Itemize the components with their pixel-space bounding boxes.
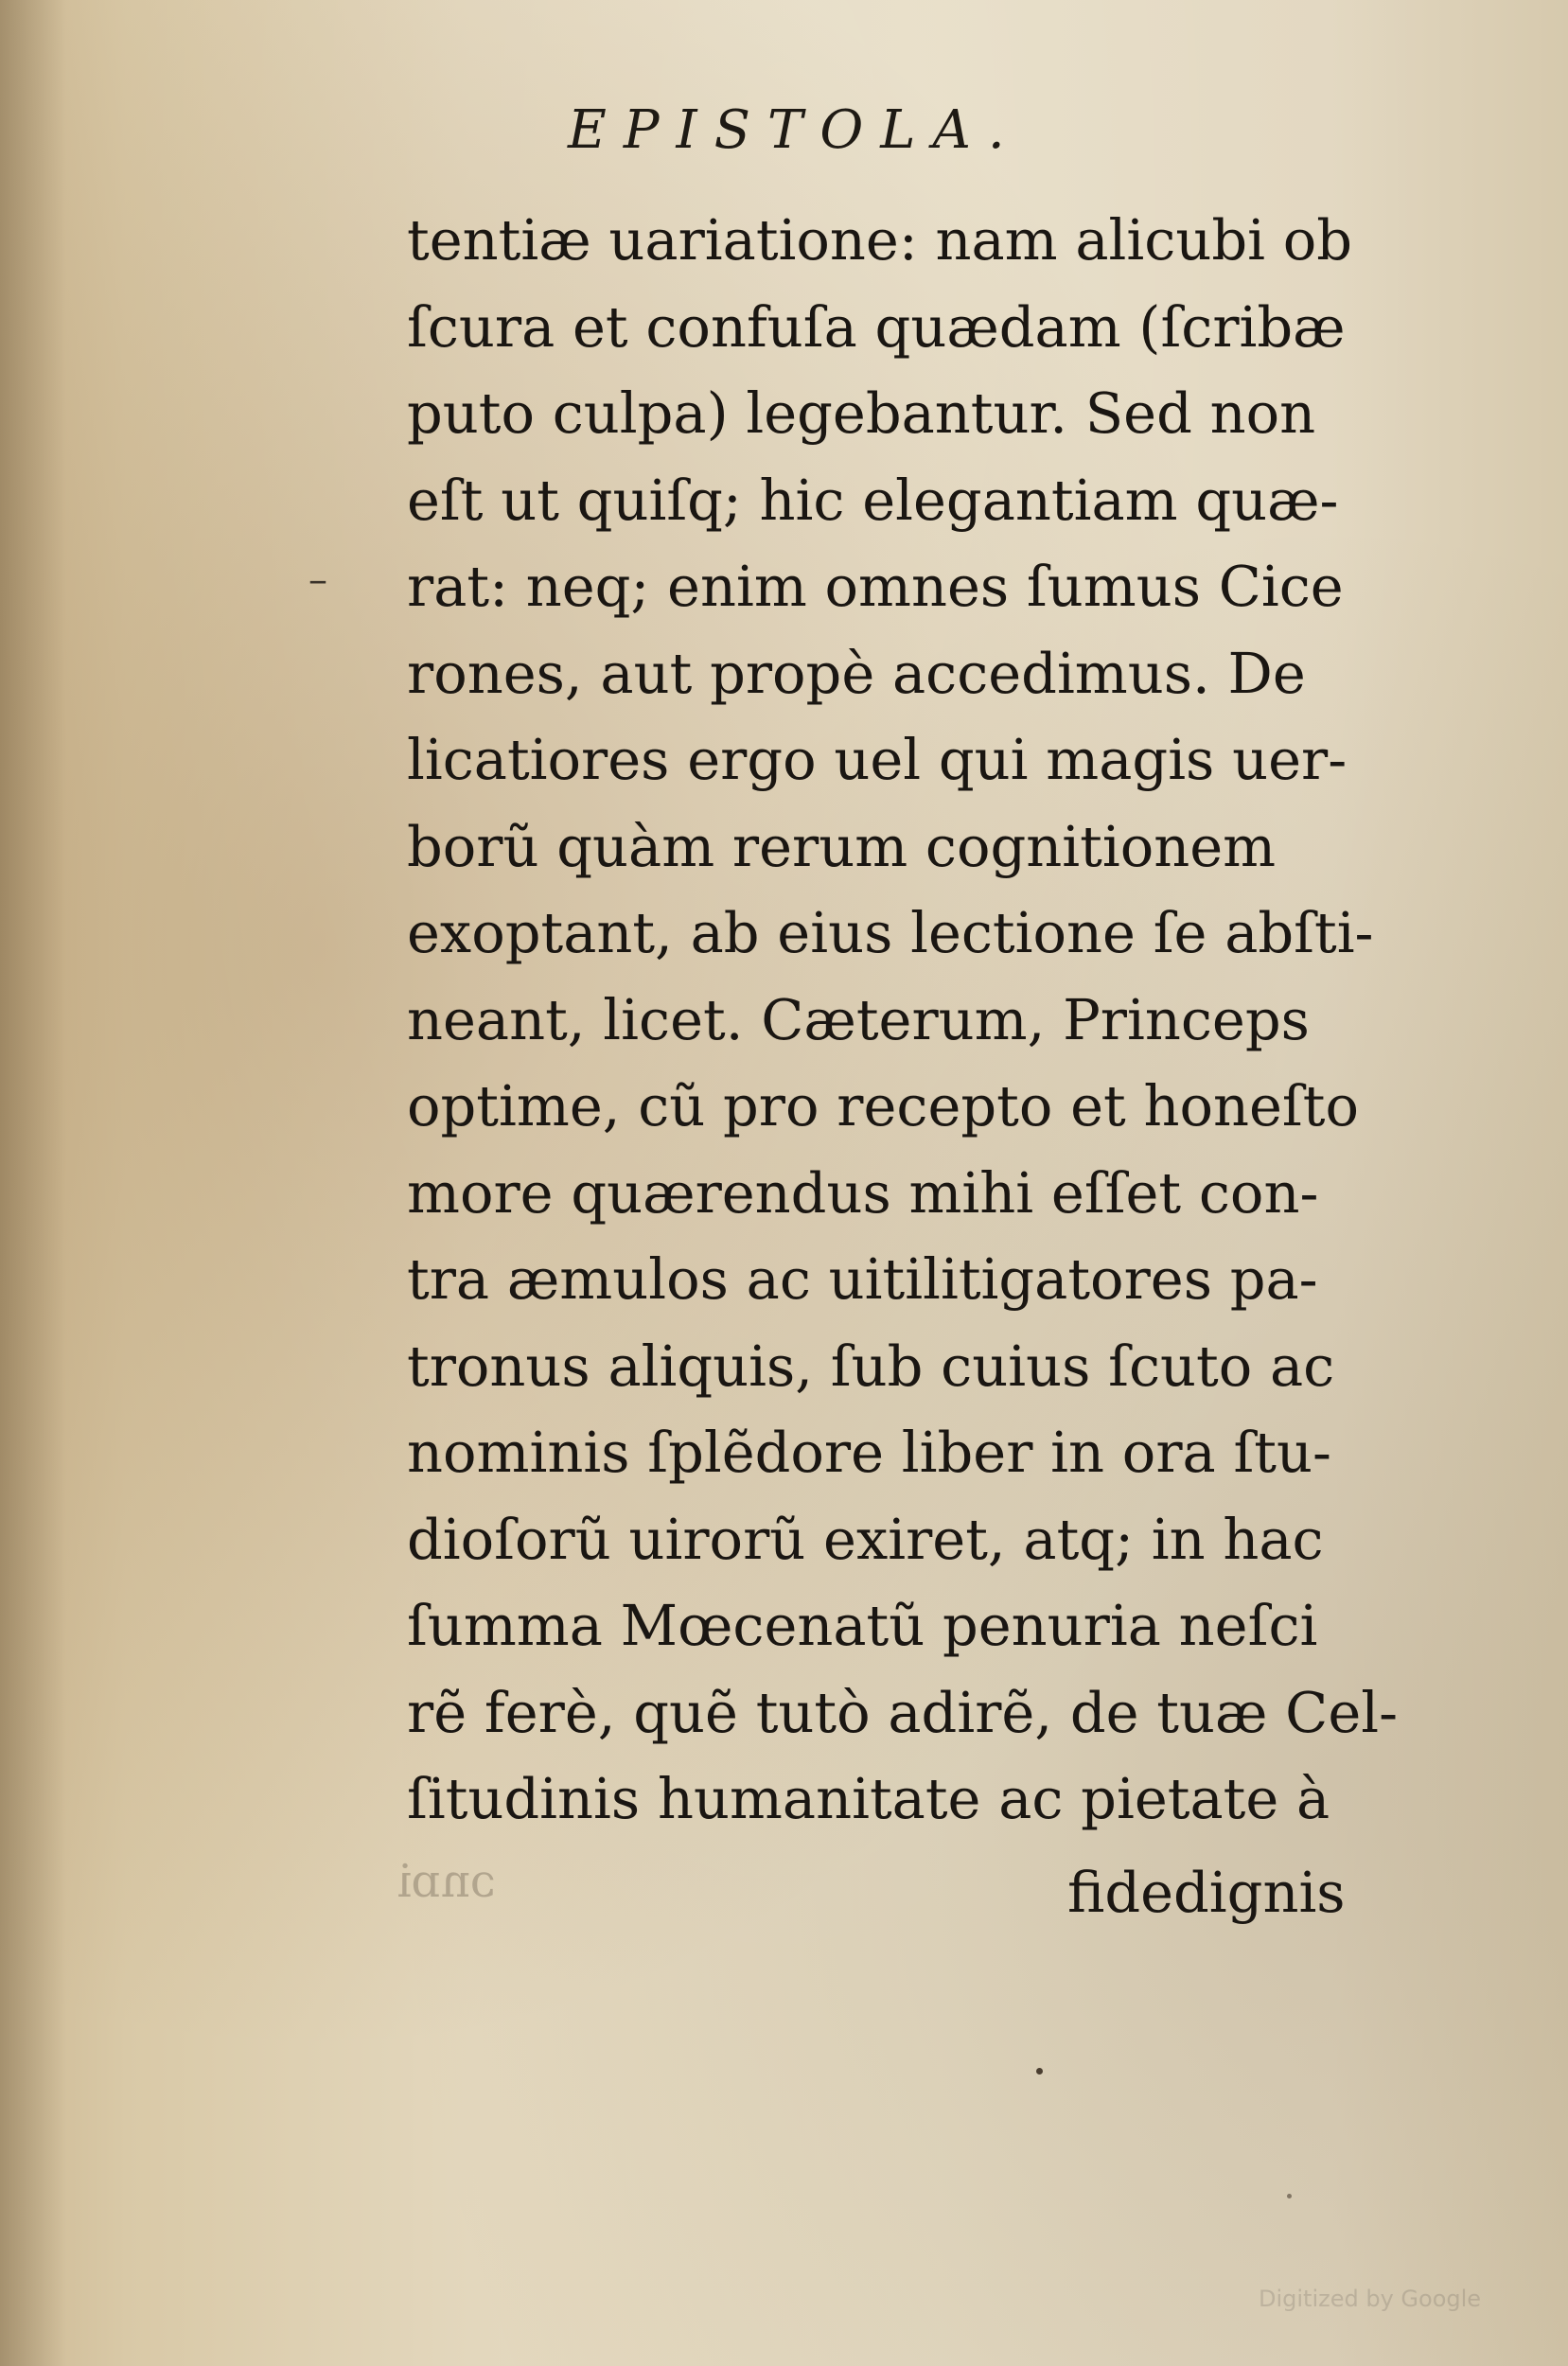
- text-line: eſt ut quiſq; hic elegantiam quæ-: [407, 467, 1339, 533]
- text-line: exoptant, ab eius lectione ſe abſti-: [407, 900, 1374, 965]
- catchword: fidedignis: [1067, 1860, 1346, 1925]
- text-line: tentiæ uariatione: nam alicubi ob: [407, 207, 1352, 273]
- text-line: dioſorũ uirorũ exiret, atq; in hac: [407, 1506, 1324, 1572]
- text-line: optime, cũ pro recepto et honeſto: [407, 1073, 1359, 1139]
- text-line: rones, aut propè accedimus. De: [407, 640, 1306, 706]
- ink-speck: [1287, 2194, 1292, 2198]
- text-line: rat: neq; enim omnes ſumus Cice: [407, 554, 1344, 619]
- running-head: EPISTOLA.: [568, 99, 1022, 161]
- text-line: rẽ ferè, quẽ tutò adirẽ, de tuæ Cel-: [407, 1679, 1399, 1745]
- text-line: ſcura et confuſa quædam (ſcribæ: [407, 293, 1346, 360]
- ink-speck: [1036, 2068, 1043, 2075]
- text-line: tronus aliquis, ſub cuius ſcuto ac: [407, 1333, 1335, 1399]
- text-line: licatiores ergo uel qui magis uer-: [407, 727, 1348, 792]
- text-line: tra æmulos ac uitilitigatores pa-: [407, 1246, 1318, 1312]
- text-line: neant, licet. Cæterum, Princeps: [407, 986, 1310, 1052]
- text-line: ſitudinis humanitate ac pietate à: [407, 1766, 1330, 1831]
- text-line: puto culpa) legebantur. Sed non: [407, 380, 1316, 446]
- show-through-text: ɔnɒi: [397, 1855, 496, 1908]
- text-line: ſumma Mœcenatũ penuria neſci: [407, 1593, 1318, 1658]
- text-line: nominis ſplẽdore liber in ora ſtu-: [407, 1420, 1331, 1485]
- digitization-watermark: Digitized by Google: [1259, 2286, 1482, 2312]
- margin-mark: –: [308, 558, 327, 602]
- gutter-shadow: [0, 0, 66, 2366]
- text-line: more quærendus mihi eſſet con-: [407, 1159, 1319, 1226]
- text-line: borũ quàm rerum cognitionem: [407, 813, 1277, 879]
- body-text: [407, 197, 1429, 1843]
